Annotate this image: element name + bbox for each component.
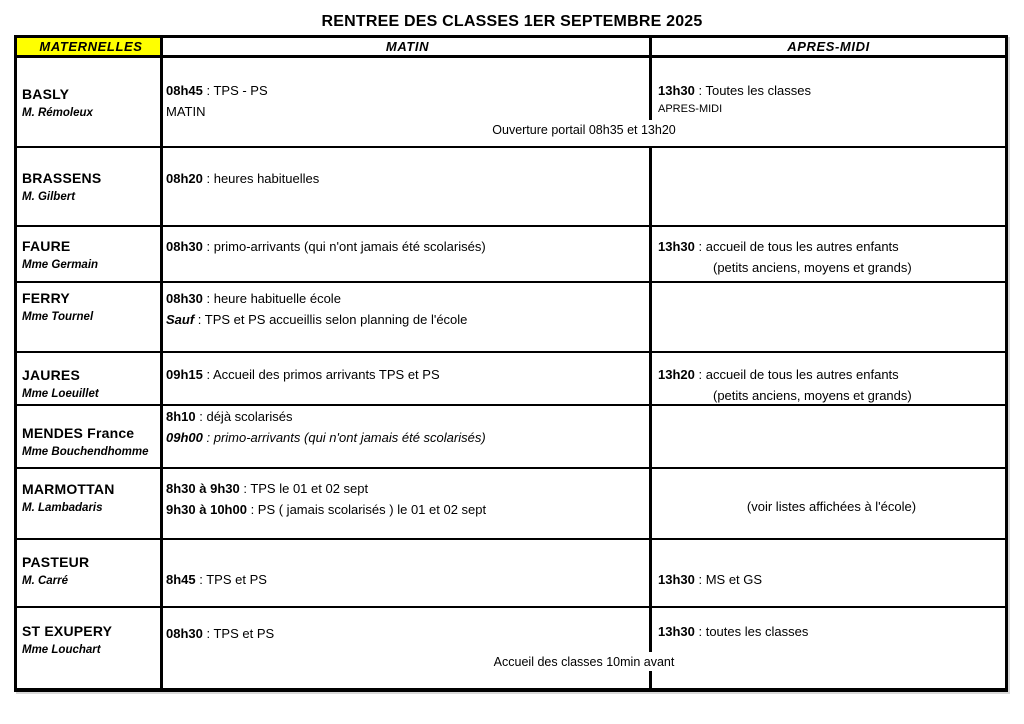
schedule-line-2: (petits anciens, moyens et grands) <box>713 388 912 403</box>
table-row-jaures <box>17 353 1005 406</box>
director-name: Mme Tournel <box>22 311 94 323</box>
apres-midi-cell <box>652 608 1005 688</box>
school-cell <box>17 608 163 688</box>
schedule-text: : déjà scolarisés <box>195 409 293 424</box>
schedule-text: : primo-arrivants (qui n'ont jamais été scolarisés) <box>202 430 486 445</box>
header-matin-label: MATIN <box>385 39 430 54</box>
schedule-line <box>166 236 649 257</box>
table-row-st-exupery <box>17 608 1005 688</box>
director-name: M. Lambadaris <box>22 502 103 514</box>
school-name: FAURE <box>22 238 71 254</box>
director-name: Mme Germain <box>22 259 99 271</box>
school-name: MENDES France <box>22 425 135 441</box>
school-cell <box>17 283 163 351</box>
row-note: Accueil des classes 10min avant <box>493 655 675 669</box>
schedule-line <box>658 80 1005 101</box>
school-name: PASTEUR <box>22 554 90 570</box>
schedule-text: : TPS et PS <box>195 572 267 587</box>
apres-midi-cell <box>652 540 1005 606</box>
schedule-text: : heures habituelles <box>202 171 320 186</box>
director-name: Mme Loeuillet <box>22 388 99 400</box>
time-label: 13h20 <box>658 367 695 382</box>
director-name: M. Carré <box>22 575 69 587</box>
schedule-line <box>166 478 649 499</box>
schedule-cell <box>163 608 1005 688</box>
schedule-text: : TPS - PS <box>202 83 268 98</box>
schedule-line-2 <box>166 309 649 330</box>
school-name: BASLY <box>22 86 70 102</box>
schedule-line-2 <box>166 427 649 448</box>
time-label: 8h45 <box>166 572 196 587</box>
time-label: 13h30 <box>658 239 695 254</box>
time-label: 13h30 <box>658 624 695 639</box>
schedule-line <box>166 80 649 101</box>
school-name: FERRY <box>22 290 70 306</box>
table-row-basly <box>17 58 1005 148</box>
schedule-line <box>658 364 1005 385</box>
table-row-mendes <box>17 406 1005 469</box>
schedule-line-2 <box>166 499 649 520</box>
time-label: 9h30 à 10h00 <box>166 502 247 517</box>
schedule-line <box>166 168 649 189</box>
school-name: MARMOTTAN <box>22 481 115 497</box>
school-name: JAURES <box>22 367 80 383</box>
header-maternelles-label: MATERNELLES <box>39 39 143 54</box>
table-row-ferry <box>17 283 1005 353</box>
schedule-text: : primo-arrivants (qui n'ont jamais été scolarisés) <box>202 239 486 254</box>
schedule-line-2: (petits anciens, moyens et grands) <box>713 260 912 275</box>
time-label: 09h15 <box>166 367 203 382</box>
director-name: M. Gilbert <box>22 191 76 203</box>
school-cell <box>17 58 163 146</box>
matin-cell <box>163 227 652 281</box>
schedule-line <box>166 569 649 590</box>
schedule-text: : accueil de tous les autres enfants <box>694 239 899 254</box>
schedule-text: : MS et GS <box>694 572 763 587</box>
table-header-row <box>17 38 1005 58</box>
time-label: 13h30 <box>658 572 695 587</box>
schedule-line <box>166 288 649 309</box>
apres-midi-cell <box>652 469 1005 538</box>
time-label: 09h00 <box>166 430 203 445</box>
schedule-line <box>658 569 1005 590</box>
apres-midi-cell <box>652 406 1005 467</box>
header-maternelles <box>17 38 163 55</box>
header-matin <box>163 38 652 55</box>
schedule-table <box>14 35 1008 692</box>
apres-midi-cell <box>652 227 1005 281</box>
header-apres-midi-label: APRES-MIDI <box>787 39 870 54</box>
director-name: M. Rémoleux <box>22 107 93 119</box>
time-label: 13h30 <box>658 83 695 98</box>
apres-midi-sublabel: APRES-MIDI <box>658 103 723 115</box>
time-label: 08h20 <box>166 171 203 186</box>
matin-cell <box>163 540 652 606</box>
schedule-text: : Accueil des primos arrivants TPS et PS <box>202 367 440 382</box>
matin-sublabel: MATIN <box>166 104 206 119</box>
table-row-pasteur <box>17 540 1005 608</box>
schedule-line <box>166 364 649 385</box>
matin-cell <box>163 148 652 225</box>
apres-midi-note: (voir listes affichées à l'école) <box>746 499 917 514</box>
director-name: Mme Bouchendhomme <box>22 446 149 458</box>
schedule-text: : heure habituelle école <box>202 291 341 306</box>
school-name: BRASSENS <box>22 170 102 186</box>
apres-midi-cell <box>652 148 1005 225</box>
matin-cell <box>163 406 652 467</box>
schedule-line <box>166 623 649 644</box>
matin-cell <box>163 353 652 404</box>
table-row-marmottan <box>17 469 1005 540</box>
time-label: 08h30 <box>166 239 203 254</box>
school-cell <box>17 540 163 606</box>
schedule-cell <box>163 58 1005 146</box>
schedule-text: : TPS et PS accueillis selon planning de l'école <box>194 312 468 327</box>
school-cell <box>17 406 163 467</box>
time-label: 08h45 <box>166 83 203 98</box>
schedule-text: : toutes les classes <box>694 624 809 639</box>
apres-midi-cell <box>652 353 1005 404</box>
time-label: 08h30 <box>166 626 203 641</box>
table-row-brassens <box>17 148 1005 227</box>
school-cell <box>17 227 163 281</box>
time-label: Sauf <box>166 312 195 327</box>
schedule-line <box>166 406 649 427</box>
schedule-text: : accueil de tous les autres enfants <box>694 367 899 382</box>
school-cell <box>17 353 163 404</box>
schedule-text: : TPS le 01 et 02 sept <box>239 481 369 496</box>
schedule-line <box>658 236 1005 257</box>
apres-midi-cell <box>652 283 1005 351</box>
schedule-line <box>658 621 1005 642</box>
table-row-faure <box>17 227 1005 283</box>
matin-cell <box>163 283 652 351</box>
school-name: ST EXUPERY <box>22 623 113 639</box>
time-label: 08h30 <box>166 291 203 306</box>
director-name: Mme Louchart <box>22 644 101 656</box>
page-title: RENTREE DES CLASSES 1ER SEPTEMBRE 2025 <box>321 13 703 30</box>
time-label: 8h30 à 9h30 <box>166 481 240 496</box>
schedule-text: : TPS et PS <box>202 626 275 641</box>
row-note: Ouverture portail 08h35 et 13h20 <box>492 123 676 137</box>
header-apres-midi <box>652 38 1005 55</box>
time-label: 8h10 <box>166 409 196 424</box>
school-cell <box>17 469 163 538</box>
school-cell <box>17 148 163 225</box>
schedule-text: : PS ( jamais scolarisés ) le 01 et 02 sept <box>246 502 487 517</box>
schedule-text: : Toutes les classes <box>694 83 811 98</box>
matin-cell <box>163 469 652 538</box>
matin-cell <box>163 608 649 688</box>
